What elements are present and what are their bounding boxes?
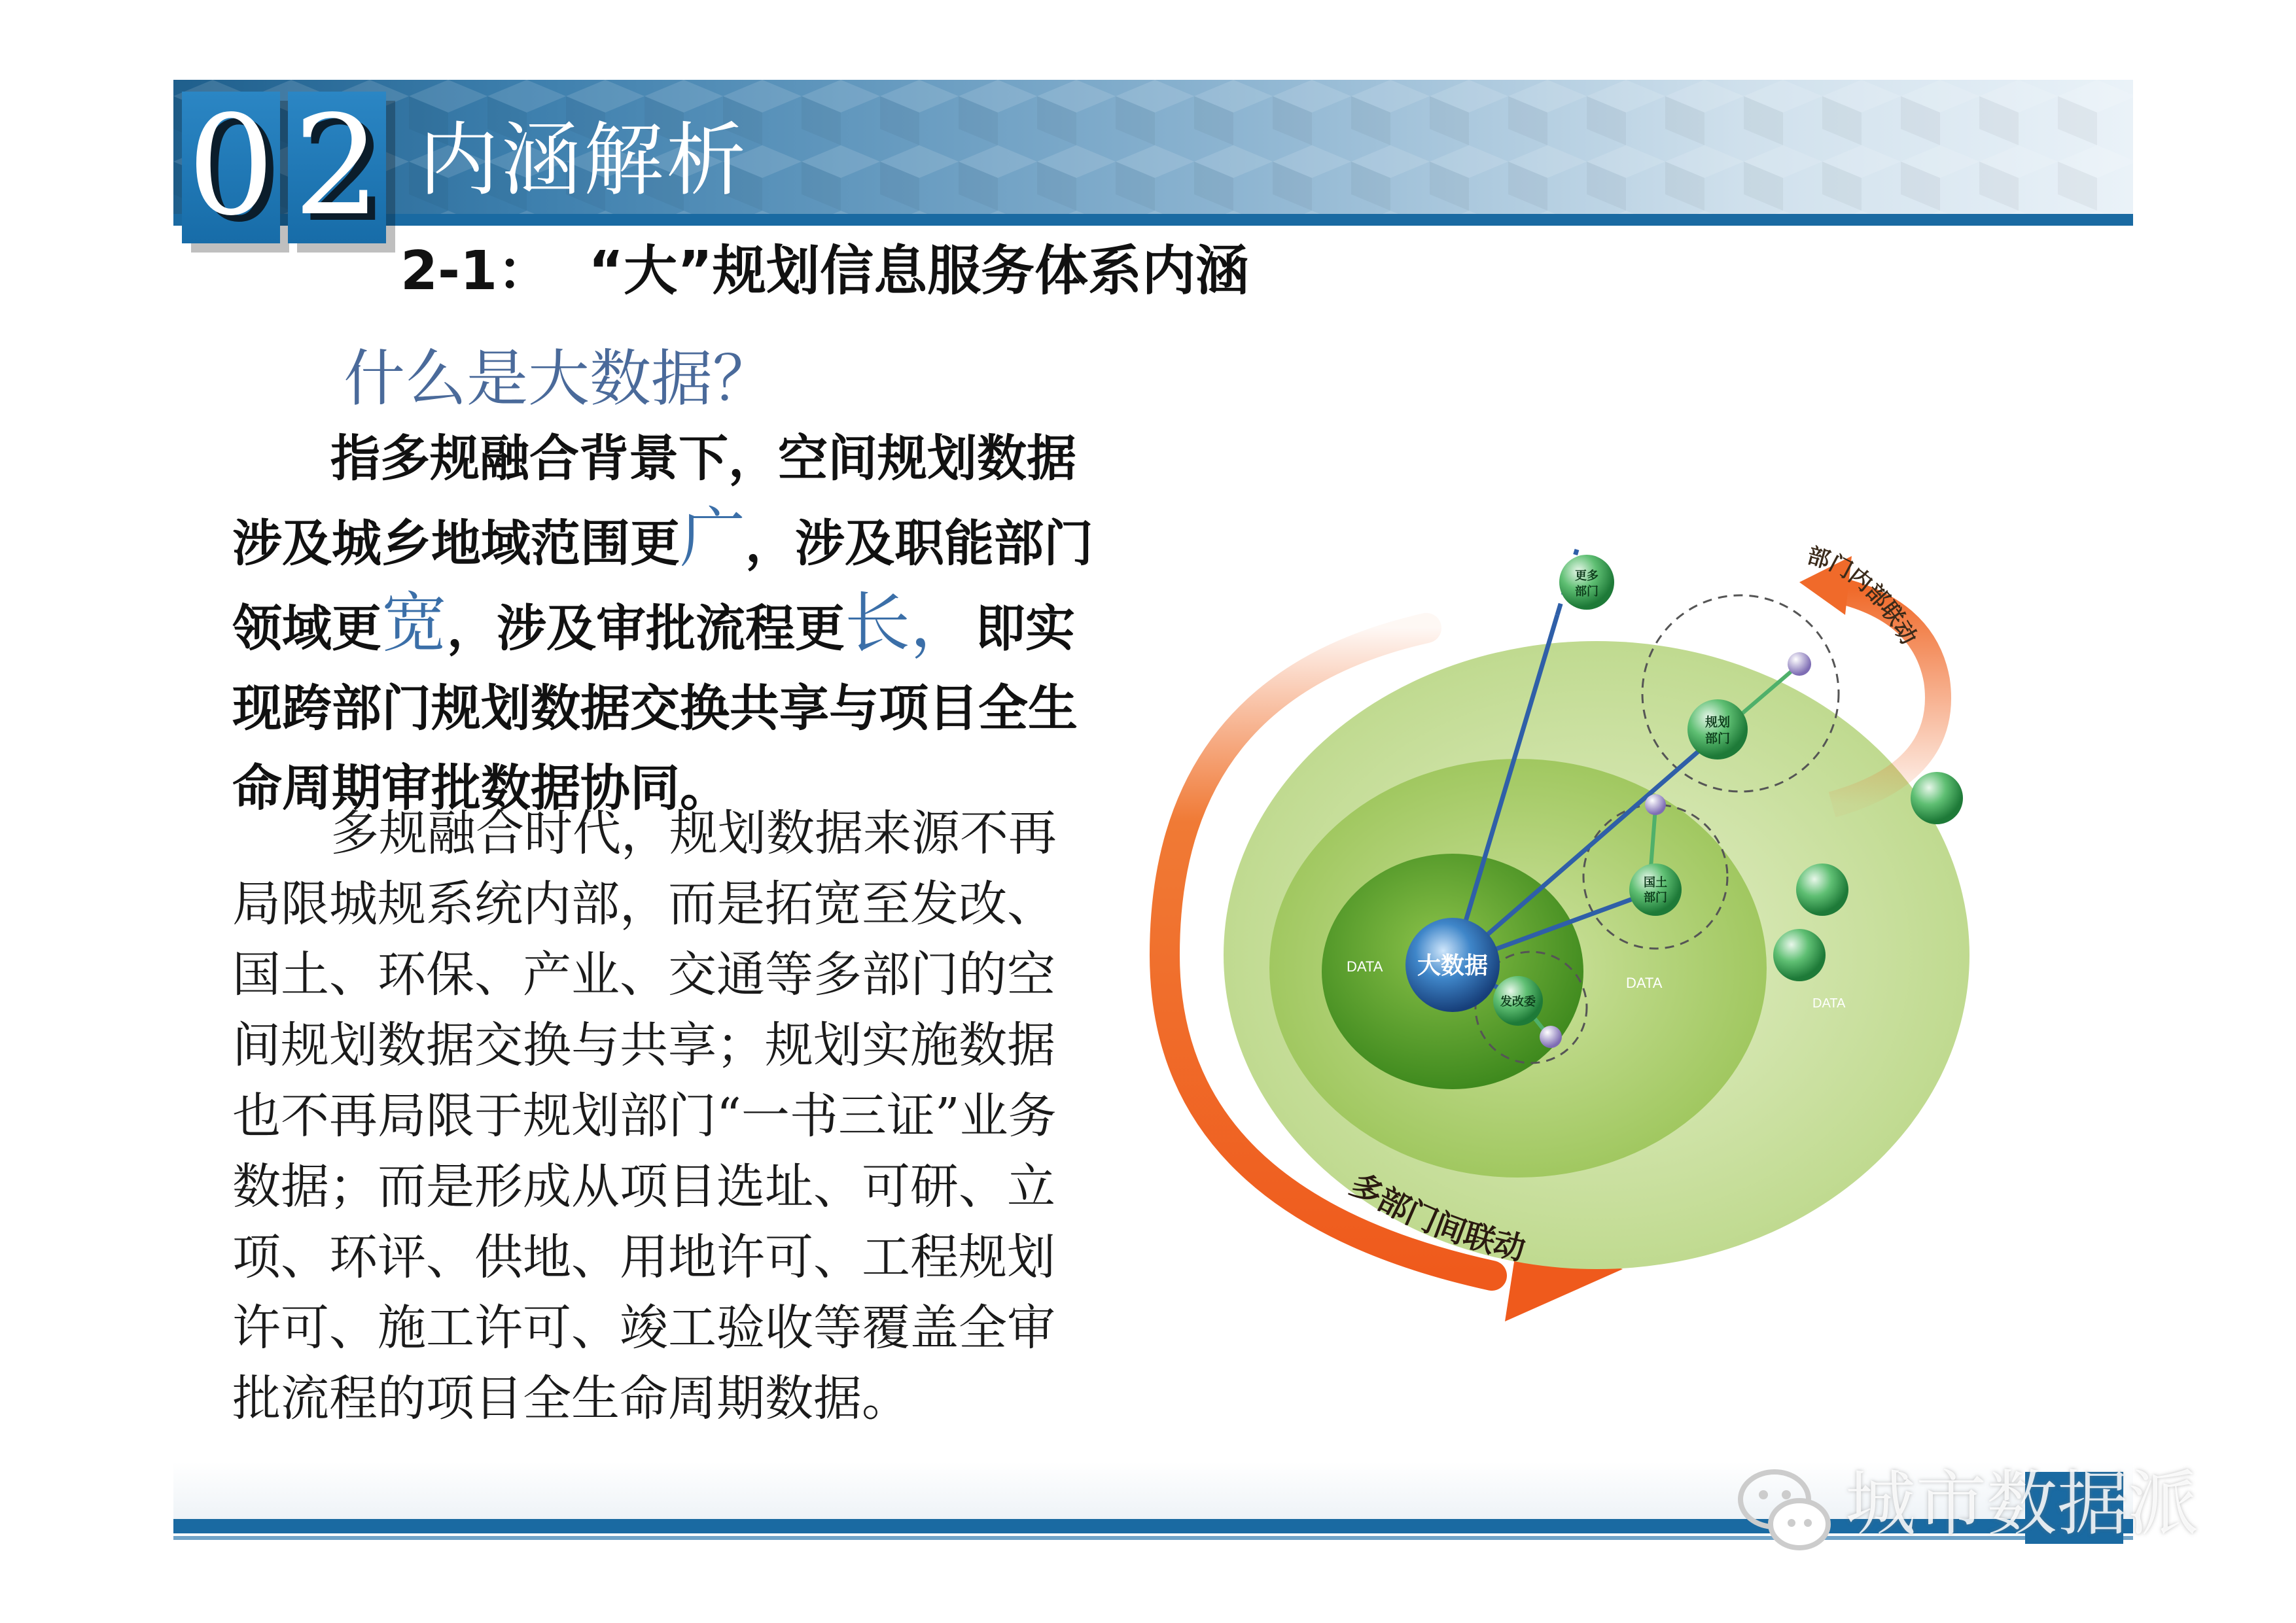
para1-text-1: 指多规融合背景下，空间规划数据涉及城乡地域范围更 <box>232 429 1076 572</box>
data-label-outer: DATA <box>1812 996 1846 1011</box>
banner-underline <box>173 214 2133 226</box>
para2-text: 多规融合时代，规划数据来源不再局限城规系统内部，而是拓宽至发改、国土、环保、产业、交通等多部门的空间规划数据交换与共享；规划实施数据也不再局限于规划部门“一书三证”业务数据；而是形成从项目选址、可研、立项、环评、供地、用地许可、工程规划许可、施工许可、竣工验收等覆盖全审批流程的项目全生命周期数据。 <box>232 805 1057 1427</box>
node-fgw-label: 发改委 <box>1500 995 1536 1009</box>
big-data-diagram <box>1125 536 1976 1387</box>
question-heading: 什么是大数据？ <box>344 343 775 415</box>
paragraph-data-sources <box>232 798 1103 1434</box>
node-planning-dept-label-1: 规划 <box>1704 715 1731 729</box>
node-land-dept-label-2: 部门 <box>1644 891 1667 905</box>
para1-text-3: ，涉及审批流程更 <box>447 599 845 657</box>
node-more-dept-label-1: 更多 <box>1575 569 1598 583</box>
node-planning-dept <box>1687 699 1748 759</box>
fgw-satellite <box>1540 1026 1562 1048</box>
paragraph-definition <box>232 419 1122 828</box>
node-more-dept-label-2: 部门 <box>1575 585 1598 599</box>
para1-emphasis-broad: 宽 <box>381 585 447 661</box>
para1-text-4: 即实现跨部门规划数据交换共享与项目全生命周期审批数据协同。 <box>232 599 1078 817</box>
floating-sphere-2 <box>1796 864 1848 916</box>
wechat-icon <box>1734 1459 1839 1563</box>
node-land-dept <box>1629 864 1682 916</box>
floating-sphere-1 <box>1911 772 1963 824</box>
footer-thin-line <box>173 1536 2133 1540</box>
floating-sphere-3 <box>1773 929 1826 981</box>
internal-linkage-label: 部门内部联动 <box>1804 542 1922 650</box>
center-big-data-label: 大数据 <box>1417 952 1489 979</box>
node-planning-dept-label-2: 部门 <box>1704 731 1731 746</box>
data-label-middle: DATA <box>1626 975 1663 991</box>
footer-line <box>173 1519 2133 1533</box>
planning-satellite <box>1788 652 1811 676</box>
subtitle: 2-1： “大”规划信息服务体系内涵 <box>400 240 1250 302</box>
para1-emphasis-wide: 广 <box>680 500 745 576</box>
watermark-text: 城市数据派 <box>1845 1463 2199 1545</box>
section-digit-2: 2 <box>288 92 386 243</box>
footer-fade <box>173 1462 2133 1519</box>
section-digit-0: 0 <box>182 92 280 243</box>
section-title: 内涵解析 <box>419 114 749 207</box>
node-land-dept-label-1: 国土 <box>1644 876 1667 890</box>
data-label-inner: DATA <box>1347 958 1383 975</box>
multi-department-label: 多部门间联动 <box>1343 1166 1529 1268</box>
para1-text-2: ，涉及职能部门领域更 <box>232 514 1093 657</box>
land-satellite <box>1645 794 1666 815</box>
para1-emphasis-long: 长， <box>845 585 976 661</box>
